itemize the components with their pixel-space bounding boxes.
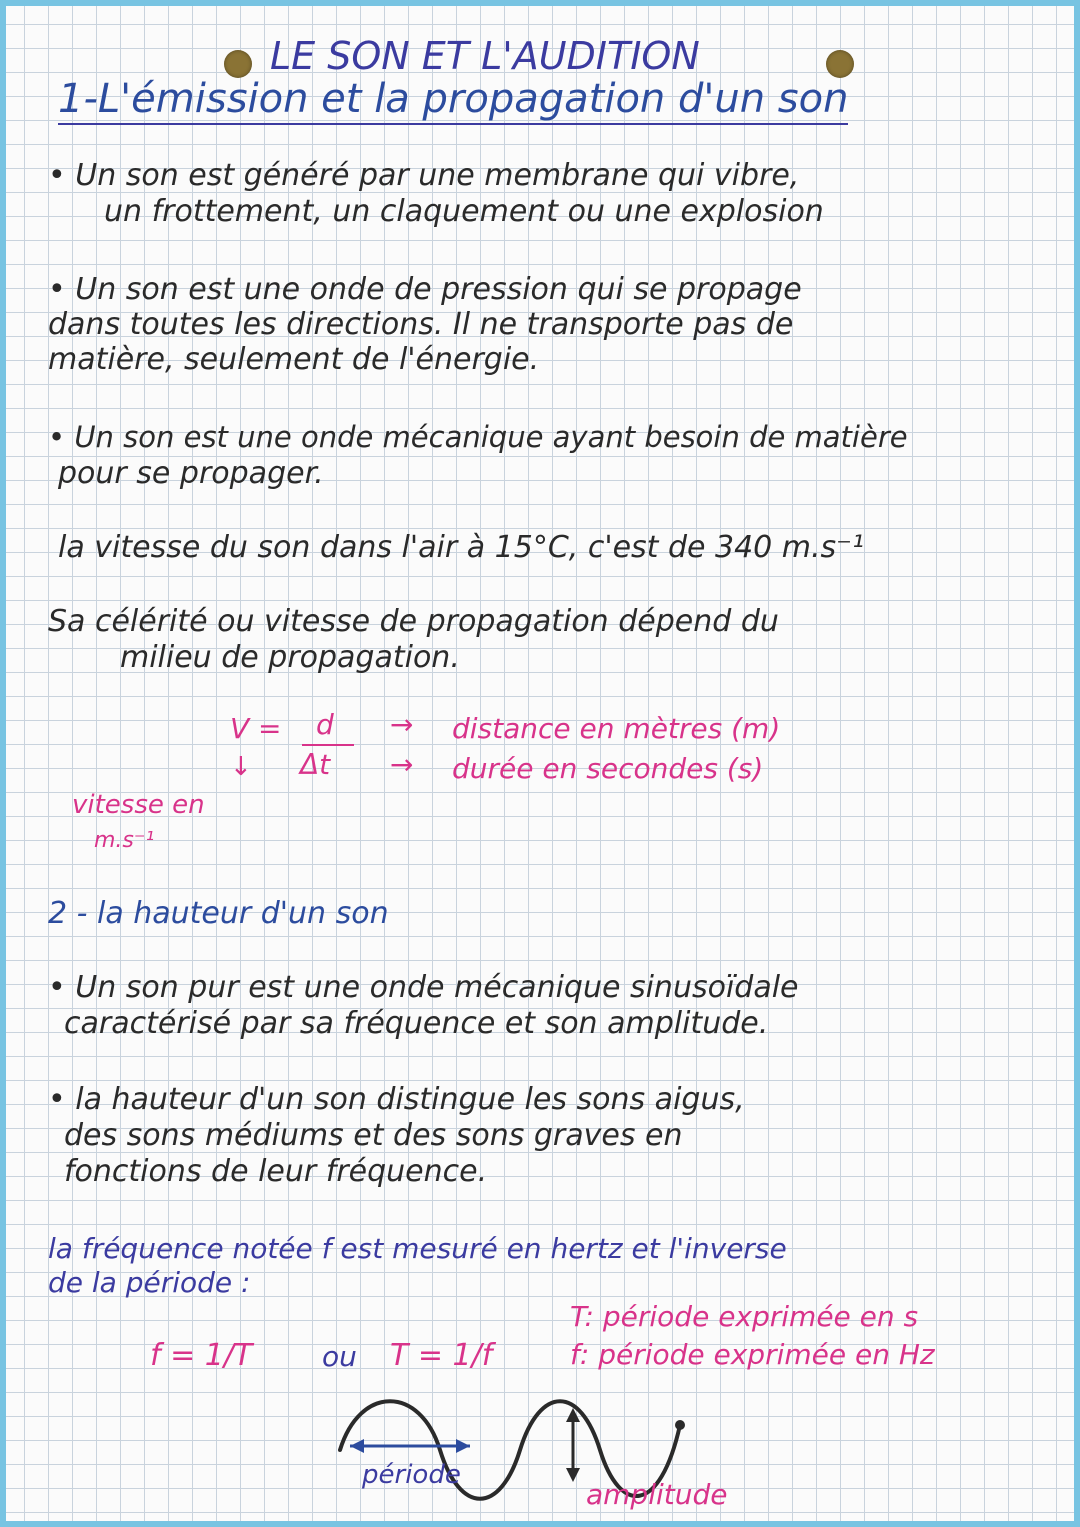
arrow-icon-duration: → <box>390 748 414 781</box>
s1-bullet1-line2: un frottement, un claquement ou une explosion <box>104 194 824 229</box>
formula-distance-desc: distance en mètres (m) <box>452 712 781 745</box>
formula-or: ou <box>322 1340 357 1373</box>
binder-hole-left <box>224 50 252 78</box>
velocity-unit-line1: vitesse en <box>72 790 205 820</box>
formula-duration-desc: durée en secondes (s) <box>452 752 764 785</box>
formula-v-numerator: d <box>316 708 334 741</box>
legend-period-T: T: période exprimée en s <box>570 1300 919 1333</box>
section2-heading: 2 - la hauteur d'un son <box>48 896 389 931</box>
down-arrow-icon: ↓ <box>230 752 252 782</box>
s1-bullet1-line1: • Un son est généré par une membrane qui vibre, <box>48 158 800 193</box>
s2-bullet2-line1: • la hauteur d'un son distingue les sons aigus, <box>48 1082 745 1117</box>
s2-bullet2-line2: des sons médiums et des sons graves en <box>64 1118 683 1153</box>
page-title: LE SON ET L'AUDITION <box>270 34 700 78</box>
freq-def-line1: la fréquence notée f est mesuré en hertz et l'inverse <box>48 1232 787 1265</box>
amplitude-arrow-down-icon <box>566 1468 580 1482</box>
period-arrow-right-icon <box>456 1439 470 1453</box>
formula-v-denominator: Δt <box>300 748 331 781</box>
period-arrow-left-icon <box>350 1439 364 1453</box>
speed-of-sound-line: la vitesse du son dans l'air à 15°C, c'est de 340 m.s⁻¹ <box>58 530 865 565</box>
s1-bullet3-line1: • Un son est une onde mécanique ayant besoin de matière <box>48 420 908 454</box>
formula-v-fraction-bar <box>302 744 354 746</box>
s1-bullet3-line2: pour se propager. <box>58 456 324 491</box>
wave-label-amplitude: amplitude <box>586 1478 728 1511</box>
formula-T: T = 1/f <box>390 1338 493 1373</box>
s2-bullet2-line3: fonctions de leur fréquence. <box>64 1154 488 1189</box>
wave-end-dot <box>675 1420 685 1430</box>
formula-v-lhs: V = <box>230 712 282 745</box>
legend-frequency-f: f: période exprimée en Hz <box>570 1338 935 1371</box>
binder-hole-right <box>826 50 854 78</box>
arrow-icon-distance: → <box>390 708 414 741</box>
section1-heading: 1-L'émission et la propagation d'un son <box>58 76 848 125</box>
s2-bullet1-line2: caractérisé par sa fréquence et son amplitude. <box>64 1006 769 1041</box>
s1-bullet2-line2: dans toutes les directions. Il ne transporte pas de <box>48 307 794 342</box>
s1-bullet2-line1: • Un son est une onde de pression qui se propage <box>48 272 802 307</box>
celerity-line2: milieu de propagation. <box>120 640 460 675</box>
celerity-line1: Sa célérité ou vitesse de propagation dépend du <box>48 604 779 639</box>
velocity-unit-line2: m.s⁻¹ <box>94 828 155 853</box>
formula-f: f = 1/T <box>150 1338 253 1373</box>
wave-label-period: période <box>362 1460 461 1490</box>
freq-def-line2: de la période : <box>48 1266 251 1299</box>
s2-bullet1-line1: • Un son pur est une onde mécanique sinusoïdale <box>48 970 799 1005</box>
s1-bullet2-line3: matière, seulement de l'énergie. <box>48 342 540 377</box>
